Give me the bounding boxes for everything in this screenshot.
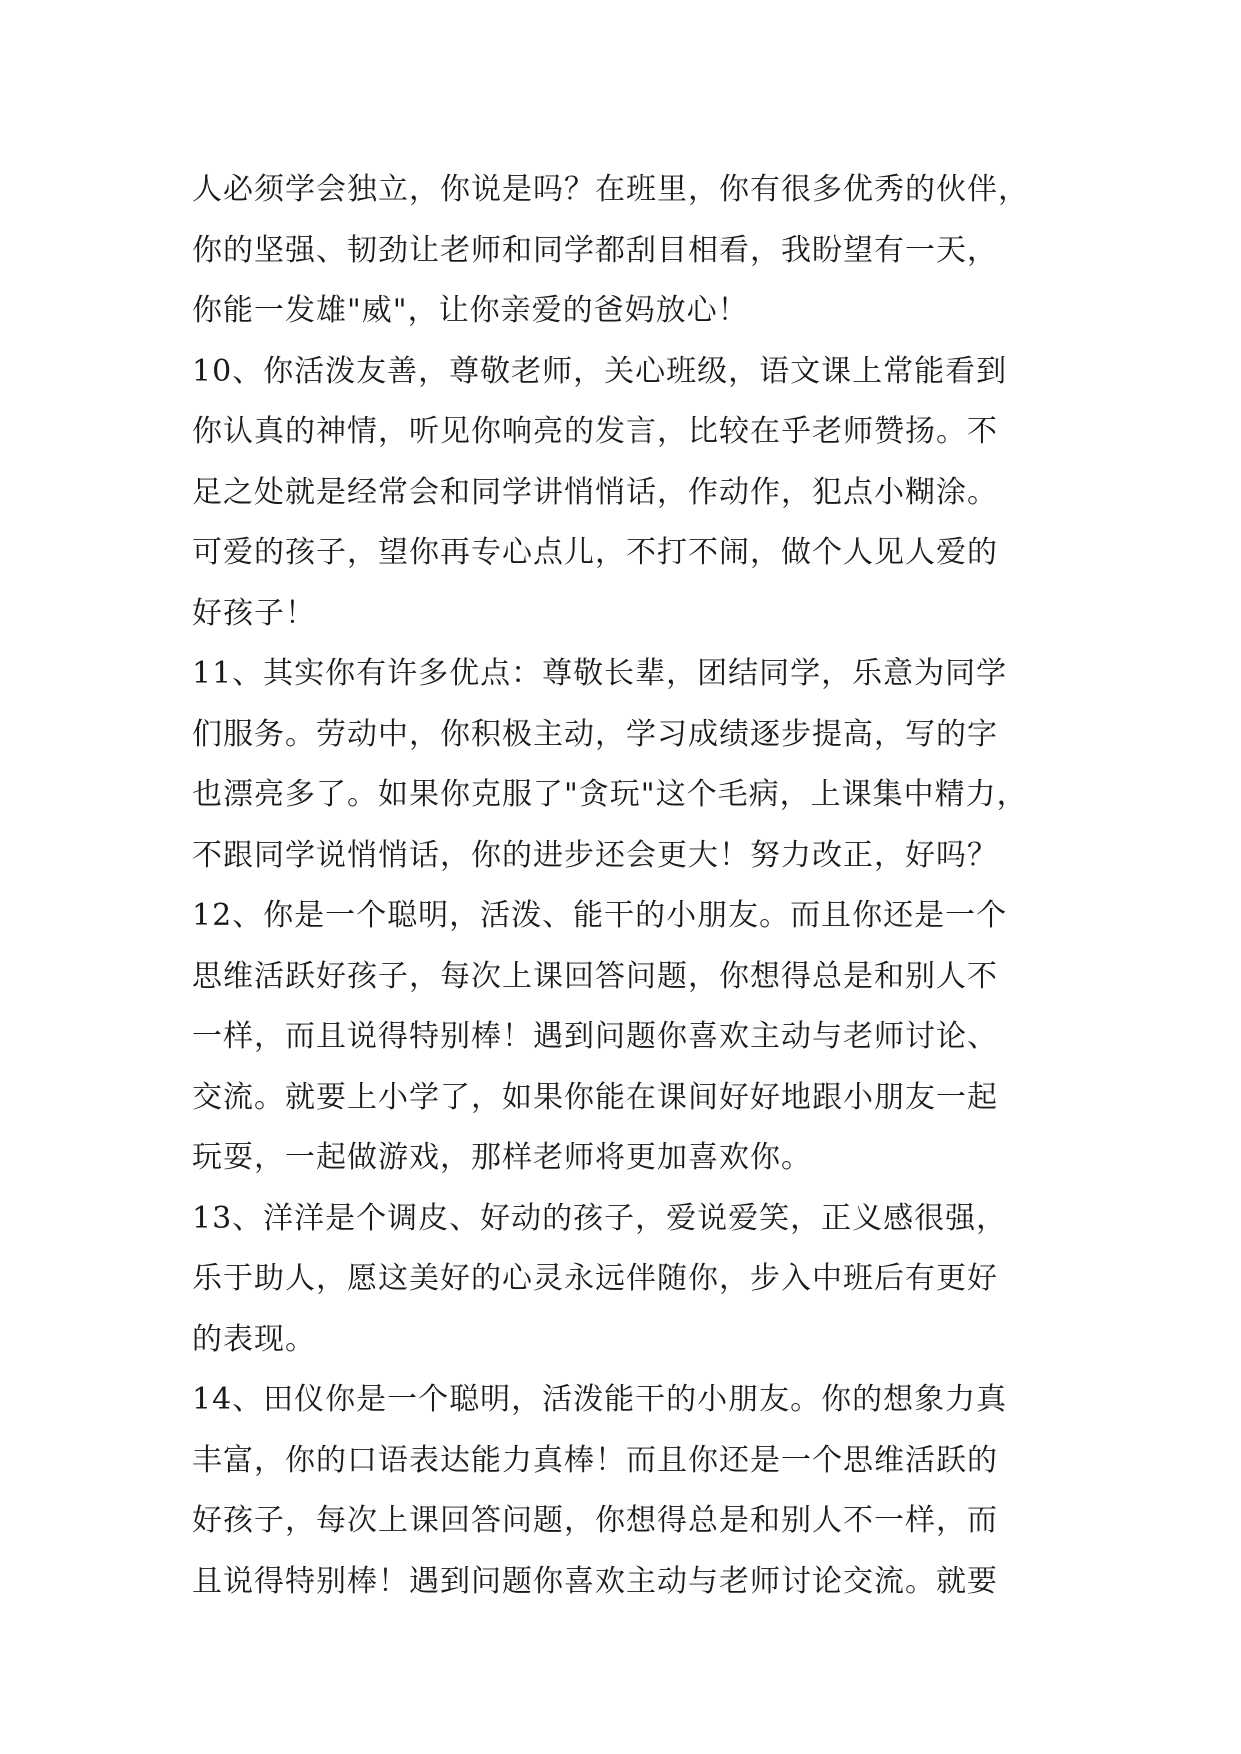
text-line: 12、你是一个聪明，活泼、能干的小朋友。而且你还是一个 xyxy=(192,898,1008,933)
text-line: 可爱的孩子，望你再专心点儿，不打不闹，做个人见人爱的 xyxy=(192,535,998,570)
text-line: 玩耍，一起做游戏，那样老师将更加喜欢你。 xyxy=(192,1140,812,1175)
text-line: 足之处就是经常会和同学讲悄悄话，作动作，犯点小糊涂。 xyxy=(192,474,998,510)
text-line: 丰富，你的口语表达能力真棒！而且你还是一个思维活跃的 xyxy=(192,1442,998,1478)
document-body xyxy=(192,160,1072,1612)
text-line: 交流。就要上小学了，如果你能在课间好好地跟小朋友一起 xyxy=(192,1079,998,1115)
text-line: 一样，而且说得特别棒！遇到问题你喜欢主动与老师讨论、 xyxy=(192,1019,998,1054)
text-line: 不跟同学说悄悄话，你的进步还会更大！努力改正，好吗？ xyxy=(192,837,998,873)
text-line: 10、你活泼友善，尊敬老师，关心班级，语文课上常能看到 xyxy=(192,353,1008,389)
text-line: 13、洋洋是个调皮、好动的孩子，爱说爱笑，正义感很强， xyxy=(192,1200,1008,1236)
text-line: 你的坚强、韧劲让老师和同学都刮目相看，我盼望有一天， xyxy=(192,232,998,268)
text-line: 乐于助人，愿这美好的心灵永远伴随你，步入中班后有更好 xyxy=(192,1261,998,1296)
text-line: 好孩子！ xyxy=(192,595,316,631)
text-line: 的表现。 xyxy=(192,1321,316,1357)
text-line: 们服务。劳动中，你积极主动，学习成绩逐步提高，写的字 xyxy=(192,716,998,752)
text-line: 且说得特别棒！遇到问题你喜欢主动与老师讨论交流。就要 xyxy=(192,1563,998,1599)
text-line: 你能一发雄"威"，让你亲爱的爸妈放心！ xyxy=(192,293,749,328)
text-line: 11、其实你有许多优点：尊敬长辈，团结同学，乐意为同学 xyxy=(192,656,1008,691)
text-line: 你认真的神情，听见你响亮的发言，比较在乎老师赞扬。不 xyxy=(192,414,998,449)
text-line: 思维活跃好孩子，每次上课回答问题，你想得总是和别人不 xyxy=(192,958,998,994)
text-line: 14、田仪你是一个聪明，活泼能干的小朋友。你的想象力真 xyxy=(192,1382,1008,1417)
text-line: 也漂亮多了。如果你克服了"贪玩"这个毛病，上课集中精力， xyxy=(192,777,1028,812)
text-line: 人必须学会独立，你说是吗？在班里，你有很多优秀的伙伴， xyxy=(192,172,1029,207)
text-line: 好孩子，每次上课回答问题，你想得总是和别人不一样，而 xyxy=(192,1503,998,1538)
